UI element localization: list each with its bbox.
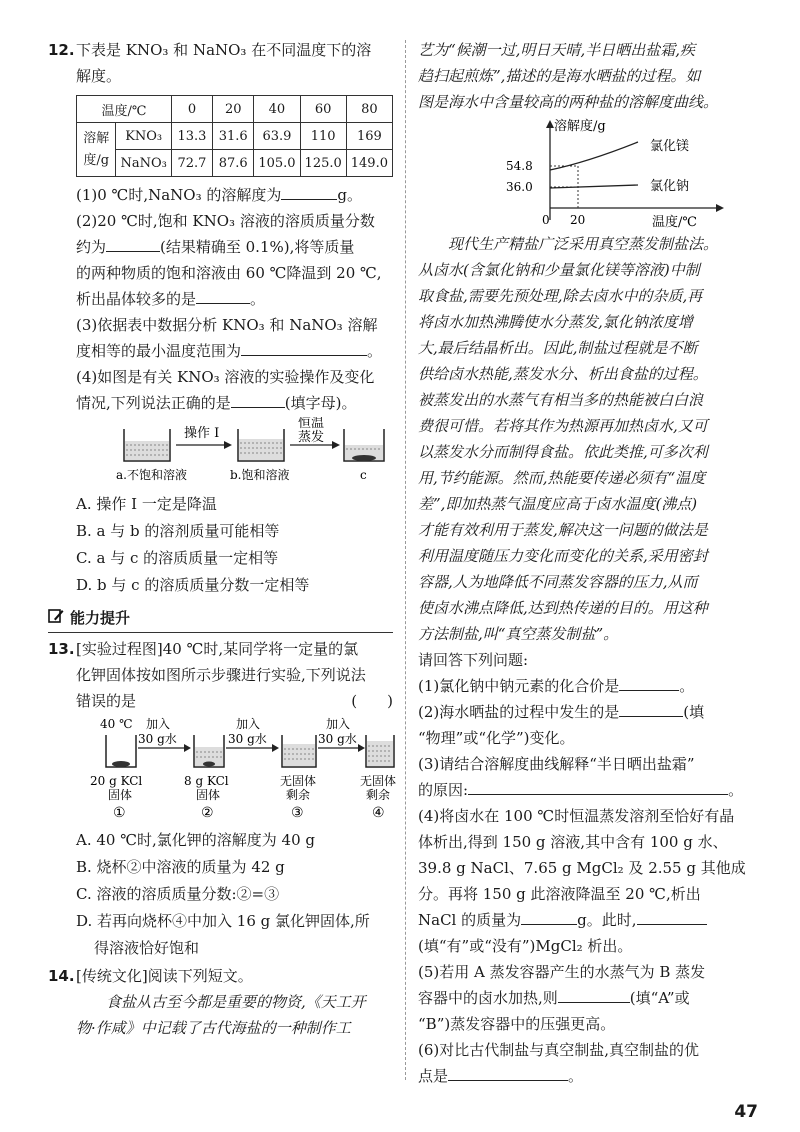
kno3-diagram <box>88 417 388 491</box>
right-column <box>418 38 763 1090</box>
answer-bracket[interactable]: ( ) <box>351 692 393 710</box>
text: 。 <box>250 290 266 308</box>
sub-question-6: (6)对比古代制盐与真空制盐,真空制盐的优 <box>418 1041 700 1059</box>
page-number: 47 <box>734 1102 758 1122</box>
arrow-head <box>332 441 340 449</box>
option-c[interactable]: C. 溶液的溶质质量分数:②=③ <box>76 885 280 903</box>
table-cell: 20 <box>213 96 254 123</box>
question-stem-cont: 化钾固体按如图所示步骤进行实验,下列说法 <box>76 666 366 684</box>
passage-paragraph-2 <box>418 232 763 647</box>
question-stem: 阅读下列短文。 <box>147 967 253 985</box>
text: “物理”或“化学”)变化。 <box>418 729 575 747</box>
text: 析出晶体较多的是 <box>76 290 197 308</box>
beaker-a-icon <box>124 429 170 461</box>
text: 体析出,得到 150 g 溶液,其中含有 100 g 水、 <box>418 833 728 851</box>
text: 容器中的卤水加热,则 <box>418 989 558 1007</box>
beaker-1-label: 固体 <box>108 788 133 802</box>
question-stem: 40 ℃时,某同学将一定量的氯 <box>162 640 359 658</box>
text: (填 <box>683 703 705 721</box>
beaker-4-label: 无固体 <box>360 774 396 788</box>
label-b: b.饱和溶液 <box>230 468 290 482</box>
arrow-head <box>272 744 279 752</box>
table-cell: 110 <box>300 123 346 150</box>
question-14-start <box>48 964 393 1041</box>
text: g。 <box>337 186 362 204</box>
text: 分。再将 150 g 此溶液降温至 20 ℃,析出 <box>418 885 701 903</box>
answer-blank[interactable] <box>468 778 728 795</box>
sub-question-4: (4)将卤水在 100 ℃时恒温蒸发溶剂至恰好有晶 <box>418 807 735 825</box>
table-cell: 63.9 <box>254 123 300 150</box>
answer-blank[interactable] <box>241 339 367 356</box>
question-12 <box>48 38 393 599</box>
solubility-table <box>76 95 393 177</box>
beaker-3-label: 无固体 <box>280 774 317 788</box>
water-label: 30 g水 <box>138 732 177 746</box>
add-label: 加入 <box>146 717 171 731</box>
option-a[interactable]: A. 40 ℃时,氯化钾的溶解度为 40 g <box>76 831 315 849</box>
option-b[interactable]: B. 烧杯②中溶液的质量为 42 g <box>76 858 285 876</box>
text: (填“A”或 <box>629 989 690 1007</box>
passage-line: 取食盐,需要先预处理,除去卤水中的杂质,再 <box>418 287 703 305</box>
answer-blank[interactable] <box>619 674 679 691</box>
option-c[interactable]: C. a 与 c 的溶质质量一定相等 <box>76 549 279 567</box>
sub-question-3: (3)依据表中数据分析 KNO₃ 和 NaNO₃ 溶解 <box>76 316 378 334</box>
sub-question-5: (5)若用 A 蒸发容器产生的水蒸气为 B 蒸发 <box>418 963 706 981</box>
answer-blank[interactable] <box>637 908 707 925</box>
passage-line: 费很可惜。若将其作为热源再加热卤水,又可 <box>418 417 708 435</box>
origin-label: 0 <box>542 213 550 227</box>
text: 约为 <box>76 238 107 256</box>
beaker-3-number: ③ <box>291 805 304 821</box>
text: (结果精确至 0.1%),将等质量 <box>160 238 355 256</box>
text: (填“有”或“没有”)MgCl₂ 析出。 <box>418 937 633 955</box>
x-tick-label: 20 <box>570 213 586 227</box>
passage-line: 差”,即加热蒸气温度应高于卤水温度(沸点) <box>418 495 698 513</box>
beaker-4-number: ④ <box>372 805 385 821</box>
label-c: c <box>360 468 367 482</box>
text: 。 <box>728 781 744 799</box>
question-number: 13. <box>48 640 75 658</box>
section-title: 能力提升 <box>70 609 131 627</box>
series-label-nacl: 氯化钠 <box>650 179 690 194</box>
passage-line: 大,最后结晶析出。因此,制盐过程就是不断 <box>418 339 698 357</box>
text: 39.8 g NaCl、7.65 g MgCl₂ 及 2.55 g 其他成 <box>418 859 746 877</box>
y-axis-label: 溶解度/g <box>554 119 606 134</box>
question-tag: [传统文化] <box>76 967 148 985</box>
beaker-2-icon <box>194 735 224 767</box>
arrow-head <box>358 744 365 752</box>
text: 的原因: <box>418 781 469 799</box>
sub-question-3: (3)请结合溶解度曲线解释“半日晒出盐霜” <box>418 755 695 773</box>
option-b[interactable]: B. a 与 b 的溶剂质量可能相等 <box>76 522 280 540</box>
y-tick-label: 36.0 <box>506 180 533 194</box>
answer-blank[interactable] <box>558 986 630 1003</box>
y-axis-arrow <box>546 120 554 128</box>
beaker-b-icon <box>238 429 284 461</box>
question-stem-cont: 解度。 <box>76 67 122 85</box>
sub-question-2: (2)20 ℃时,饱和 KNO₃ 溶液的溶质质量分数 <box>76 212 375 230</box>
passage-line: 现代生产精盐广泛采用真空蒸发制盐法。 <box>448 235 719 253</box>
section-header <box>48 607 393 633</box>
text: 。 <box>367 342 383 360</box>
beaker-2-label: 固体 <box>196 788 221 802</box>
passage-line: 以蒸发水分而制得食盐。依此类推,可多次利 <box>418 443 708 461</box>
arrow-head <box>224 441 232 449</box>
answer-blank[interactable] <box>281 183 337 200</box>
text: 。 <box>568 1067 584 1085</box>
table-substance-kno3: KNO₃ <box>116 123 171 150</box>
option-d[interactable]: D. 若再向烧杯④中加入 16 g 氯化钾固体,所 <box>76 912 370 930</box>
beaker-1-icon <box>106 735 136 767</box>
answer-blank[interactable] <box>619 700 683 717</box>
table-cell: 0 <box>171 96 212 123</box>
beaker-c-icon <box>344 429 384 461</box>
table-cell: 125.0 <box>300 150 346 177</box>
passage-line: 物·作咸》中记载了古代海盐的一种制作工 <box>76 1019 351 1037</box>
kcl-diagram <box>76 715 396 827</box>
table-cell: 80 <box>346 96 392 123</box>
operation-2-label: 恒温 <box>298 417 325 431</box>
solubility-curve-chart <box>488 116 748 228</box>
question-stem: 下表是 KNO₃ 和 NaNO₃ 在不同温度下的溶 <box>76 41 372 59</box>
text: 的两种物质的饱和溶液由 60 ℃降温到 20 ℃, <box>76 264 382 282</box>
table-cell: 105.0 <box>254 150 300 177</box>
pencil-book-icon <box>48 608 64 627</box>
passage-line: 被蒸发出的水蒸气有相当多的热能被白白浪 <box>418 391 704 409</box>
text: 点是 <box>418 1067 449 1085</box>
beaker-2-label: 8 g KCl <box>184 774 229 788</box>
passage-line: 利用温度随压力变化而变化的关系,采用密封 <box>418 547 708 565</box>
beaker-1-label: 20 g KCl <box>90 774 143 788</box>
table-cell: 169 <box>346 123 392 150</box>
water-label: 30 g水 <box>228 732 267 746</box>
text: NaCl 的质量为 <box>418 911 522 929</box>
answer-blank[interactable] <box>448 1064 568 1081</box>
question-number: 14. <box>48 967 75 985</box>
table-cell: 13.3 <box>171 123 212 150</box>
left-column <box>48 38 396 1042</box>
y-tick-label: 54.8 <box>506 159 533 173</box>
passage-line: 食盐从古至今都是重要的物资,《天工开 <box>106 993 366 1011</box>
option-d[interactable]: D. b 与 c 的溶质质量分数一定相等 <box>76 576 310 594</box>
passage-line: 从卤水(含氯化钠和少量氯化镁等溶液)中制 <box>418 261 700 279</box>
text: 度相等的最小温度范围为 <box>76 342 242 360</box>
answer-blank[interactable] <box>106 235 160 252</box>
beaker-4-icon <box>366 735 394 767</box>
passage-line: 艺为“候潮一过,明日天晴,半日晒出盐霜,疾 <box>418 41 695 59</box>
sub-question-2: (2)海水晒盐的过程中发生的是 <box>418 703 620 721</box>
beaker-2-number: ② <box>201 805 214 821</box>
table-cell: 87.6 <box>213 150 254 177</box>
passage-line: 趋扫起煎炼”,描述的是海水晒盐的过程。如 <box>418 67 701 85</box>
x-axis-label: 温度/℃ <box>652 215 697 228</box>
sub-question-1: (1)0 ℃时,NaNO₃ 的溶解度为 <box>76 186 282 204</box>
answer-blank[interactable] <box>231 391 285 408</box>
water-label: 30 g水 <box>318 732 357 746</box>
text: (填字母)。 <box>284 394 357 412</box>
text: “B”)蒸发容器中的压强更高。 <box>418 1015 616 1033</box>
text: g。此时, <box>577 911 637 929</box>
arrow-head <box>184 744 191 752</box>
table-cell: 149.0 <box>346 150 392 177</box>
table-cell: 31.6 <box>213 123 254 150</box>
table-header-temp: 温度/℃ <box>77 96 172 123</box>
column-divider <box>405 40 407 1080</box>
sub-question-4: (4)如图是有关 KNO₃ 溶液的实验操作及变化 <box>76 368 375 386</box>
table-cell: 40 <box>254 96 300 123</box>
instruction: 请回答下列问题: <box>418 651 529 669</box>
answer-blank[interactable] <box>521 908 577 925</box>
series-label-mgcl2: 氯化镁 <box>650 139 690 154</box>
sub-question-1: (1)氯化钠中钠元素的化合价是 <box>418 677 620 695</box>
option-d-cont: 得溶液恰好饱和 <box>94 939 200 957</box>
passage-line: 才能有效利用于蒸发,解决这一问题的做法是 <box>418 521 708 539</box>
operation-1-label: 操作 I <box>184 426 220 441</box>
table-cell: 60 <box>300 96 346 123</box>
passage-line: 图是海水中含量较高的两种盐的溶解度曲线。 <box>418 93 719 111</box>
passage-line: 供给卤水热能,蒸发水分、析出食盐的过程。 <box>418 365 708 383</box>
answer-blank[interactable] <box>196 287 250 304</box>
option-a[interactable]: A. 操作 I 一定是降温 <box>76 495 217 513</box>
table-substance-nano3: NaNO₃ <box>116 150 171 177</box>
question-stem-cont: 错误的是 <box>76 692 137 710</box>
question-13 <box>48 637 396 962</box>
passage-line: 将卤水加热沸腾使水分蒸发,氯化钠浓度增 <box>418 313 693 331</box>
text: 情况,下列说法正确的是 <box>76 394 231 412</box>
label-a: a.不饱和溶液 <box>116 468 187 482</box>
beaker-4-label: 剩余 <box>366 788 391 802</box>
beaker-1-number: ① <box>113 805 126 821</box>
passage-line: 使卤水沸点降低,达到热传递的目的。用这种 <box>418 599 708 617</box>
operation-2-label: 蒸发 <box>298 430 325 445</box>
beaker-3-label: 剩余 <box>286 788 311 802</box>
beaker-3-icon <box>282 735 316 767</box>
x-axis-arrow <box>716 204 724 212</box>
add-label: 加入 <box>236 717 261 731</box>
table-row-label: 溶解 度/g <box>77 123 116 177</box>
table-cell: 72.7 <box>171 150 212 177</box>
passage-line: 用,节约能源。然而,热能要传递必须有“温度 <box>418 469 706 487</box>
passage-line: 方法制盐,叫“真空蒸发制盐”。 <box>418 625 619 643</box>
temperature-label: 40 ℃ <box>100 717 133 731</box>
question-number: 12. <box>48 41 75 59</box>
question-tag: [实验过程图] <box>76 640 163 658</box>
passage-line: 容器,人为地降低不同蒸发容器的压力,从而 <box>418 573 698 591</box>
text: 。 <box>679 677 695 695</box>
add-label: 加入 <box>326 717 351 731</box>
